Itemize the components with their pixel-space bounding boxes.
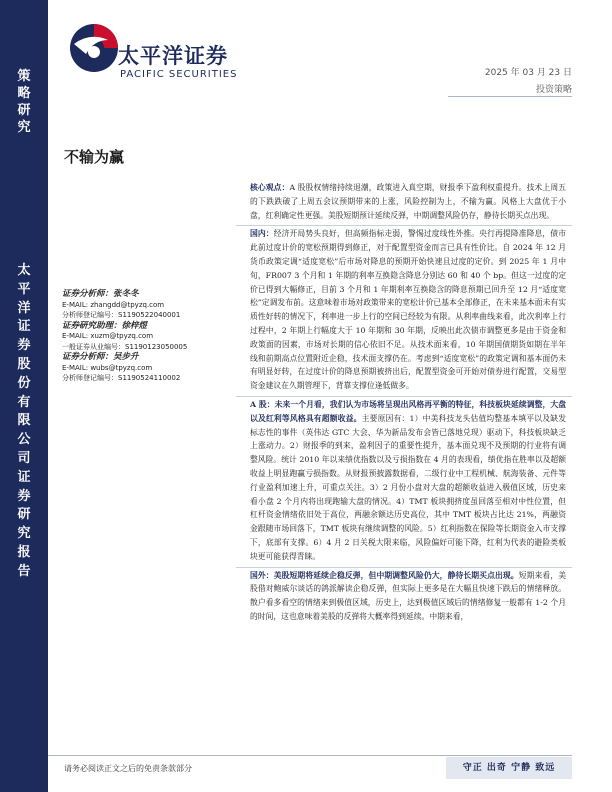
overseas-label: 国外： <box>250 570 274 580</box>
analyst-email: E-MAIL: zhangdd@tpyzq.com <box>62 300 165 309</box>
footer-divider <box>48 755 572 756</box>
analyst-registration: 分析师登记编号：S1190522040001 <box>62 311 181 319</box>
sidebar-char: 策 <box>17 69 31 84</box>
report-date: 2025 年 03 月 23 日 <box>484 68 572 78</box>
analyst-role: 证券分析师：吴步升 <box>62 352 139 362</box>
footer-motto: 守正 出奇 宁静 致远 <box>446 757 572 779</box>
sidebar-char: 略 <box>17 86 31 101</box>
analyst-list <box>62 289 222 384</box>
a-share-text: 主要原因有：1）中美科技龙头估值均整基本填平以及缺发标志性的事件（英伟达 GTC 大会、华为新品发布会皆已落地兑现）驱动下，科技板块缺乏上涨动力。2）财报季的到来，盈利因子的重要性提升，基本面兑现不及预期的行业将有调整风险。统计 2010 年以来绩优指数以及亏损指数在 4 月的表现看，绩优指在胜率以及超额收益上明显跑赢亏损指数。从财报预披露数据看，二级行业中工程机械、航海装备、元件等行业盈利加速上升，可重点关注。3）2 月份小盘对大盘的超额收益进入极值区域，历史来看小盘 2 个月内将出现跑输大盘的情况。4）TMT 板块拥挤度虽回落至相对中性位置，但杠杆资金情绪依旧处于高位，两融余额达历史高位，其中 TMT 板块占比达 21%，两融资金跟随市场回落下，TMT 板块有继续调整的风险。5）红利指数在保险等长期资金入市支撑下，底部有支撑。6）4 月 2 日关税大限来临，风险偏好可能下降，红利为代表的避险类板块更可能获得青睐。 <box>250 413 566 561</box>
sidebar-char: 股 <box>17 356 31 372</box>
sidebar-char: 告 <box>17 563 31 579</box>
sidebar-char: 究 <box>17 526 31 542</box>
sidebar-char: 报 <box>17 544 31 560</box>
domestic-paragraph <box>236 225 572 393</box>
sidebar-char: 券 <box>17 488 31 504</box>
sidebar-char: 平 <box>17 281 31 297</box>
overseas-paragraph <box>236 567 572 624</box>
report-body <box>236 180 572 624</box>
analyst-block <box>62 321 222 353</box>
sidebar-char: 研 <box>17 103 31 118</box>
sidebar-char: 证 <box>17 319 31 335</box>
a-share-paragraph <box>236 396 572 564</box>
sidebar-char: 公 <box>17 432 31 448</box>
sidebar-char: 洋 <box>17 300 31 316</box>
domestic-text: 经济开局势头良好，但高频指标走弱，警惕过度线性外推。央行再提降准降息，债市此前过度计价的宽松预期得到修正，对于配置型资金而言已具有性价比。自 2024 年 12 月货币政策定调“适度宽松”后市场对降息的预期开始快速且过度的定价。到 2025 年 1 月中旬，FR007 3 个月和 1 年期的利率互换隐含降息分别达 60 和 40 个 bp。但这一过度的定价已得到大幅修正，目前 3 个月和 1 年期利率互换隐含的降息预期已回升至 12 月“适度宽松”定调发布前。这意味着市场对政策带来的宽松计价已基本全部修正，在未来基本面未有实质性好转的情况下，利率进一步上行的空间已经较为有限。从利率曲线来看，此次利率上行过程中，2 年期上行幅度大于 10 年期和 30 年期，反映出此次债市调整更多是由于资金和政策面的因素，市场对长期的信心依旧不足。从技术面来看，10 年期国债期货如期在半年线和前期高点位置附近企稳，技术面支撑仍在。考虑到“适度宽松”的政策定调和基本面仍未有明显好转，在过度计价的降息预期被挤出后，配置型资金可开始对债券进行配置，交易型资金建议在久期管理下，背靠支撑位逢低做多。 <box>250 229 567 391</box>
sidebar-char: 份 <box>17 375 31 391</box>
a-share-label: A 股： <box>250 399 275 409</box>
sidebar-char: 证 <box>17 469 31 485</box>
core-view-label: 核心观点： <box>250 183 290 192</box>
report-category: 投资策略 <box>535 85 572 95</box>
overseas-text: 短期来看，美股借对鲍威尔谈话的鸽派解读企稳反弹，但实际上更多是在大幅且快速下跌后的情绪释放。散户看多看空的情绪来到极值区域，历史上，达到极值区域后的情绪修复一般都有 1-2 个月的时间，这也意味着美股的反弹将大概率得到延续。中期来看， <box>250 570 567 621</box>
logo-name-cn: 太平洋证券 <box>118 44 228 68</box>
footer-disclaimer: 请务必阅读正文之后的免责条款部分 <box>64 764 192 773</box>
a-share-highlight: 未来一个月看，我们认为市场将呈现出风格再平衡的特征，科技板块延续调整，大盘以及红利等风格具有超额收益。 <box>250 399 567 423</box>
section-label <box>0 68 48 136</box>
analyst-registration: 一般证券从业编号：S1190123050005 <box>62 342 188 351</box>
header-divider <box>448 96 572 97</box>
core-view-text: A 股股权情绪持续退潮，政策进入真空期，财报季下盈利权重提升。技术上周五的下跌跌破了上周五会议预期带来的上涨，风险控制为上，不输为赢。风格上大盘优于小盘，红利确定性更强。美股短期预计延续反弹，中期调整风险仍存，静待长期买点出现。 <box>250 183 567 220</box>
sidebar-char: 究 <box>17 120 31 135</box>
sidebar-char: 券 <box>17 338 31 354</box>
analyst-email: E-MAIL: wubs@tpyzq.com <box>62 363 153 372</box>
analyst-registration: 分析师登记编号：S1190524110002 <box>62 374 181 382</box>
analyst-block <box>62 352 222 384</box>
company-report-label <box>0 262 48 582</box>
logo-name-en: PACIFIC SECURITIES <box>120 69 238 80</box>
sidebar-char: 有 <box>17 394 31 410</box>
sidebar <box>0 0 48 792</box>
analyst-block <box>62 289 222 321</box>
analyst-role: 证券分析师：张冬冬 <box>62 289 139 299</box>
sidebar-char: 太 <box>17 263 31 278</box>
analyst-role: 证券研究助理：徐梓煜 <box>62 320 148 331</box>
sidebar-char: 限 <box>17 413 31 429</box>
report-title: 不输为赢 <box>64 148 125 166</box>
sidebar-char: 司 <box>17 450 31 466</box>
overseas-highlight: 美股短期将延续企稳反弹，但中期调整风险仍大，静待长期买点出现。 <box>273 570 519 580</box>
domestic-label: 国内： <box>250 229 274 239</box>
sidebar-char: 研 <box>17 507 31 523</box>
analyst-email: E-MAIL: xuzm@tpyzq.com <box>62 332 154 340</box>
core-view-paragraph <box>236 180 572 222</box>
